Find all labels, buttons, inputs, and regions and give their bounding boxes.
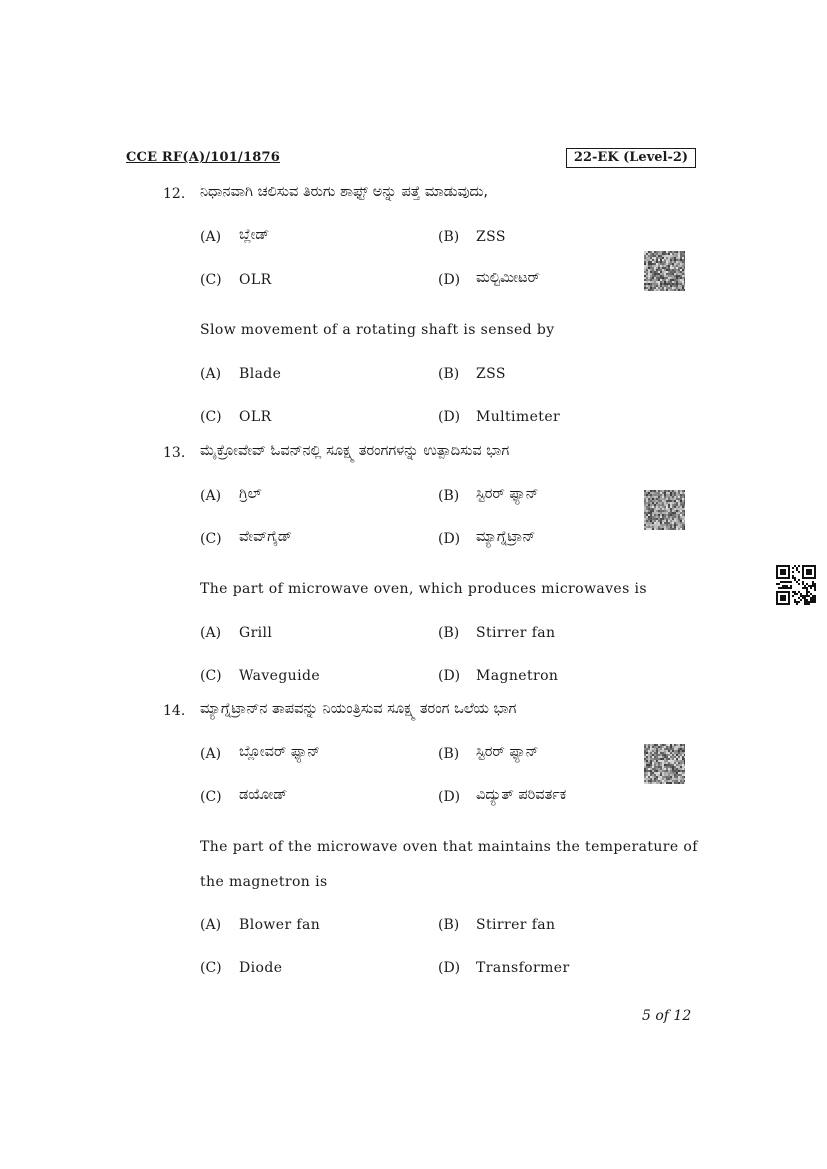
- question-number: 14.: [163, 703, 186, 719]
- option-text: ವಿದ್ಯುತ್ ಪರಿವರ್ತಕ: [476, 787, 567, 803]
- option-text: Multimeter: [476, 409, 561, 425]
- qr-noise-patch: [644, 251, 685, 291]
- option-label: (B): [438, 366, 460, 382]
- option-text: ಮ್ಯಾಗ್ನೆಟ್ರಾನ್: [476, 529, 536, 545]
- level-box: 22-EK (Level-2): [566, 148, 696, 168]
- option-label: (C): [200, 668, 222, 684]
- option-label: (B): [438, 625, 460, 641]
- option-label: (A): [200, 366, 222, 382]
- qr-noise-patch: [644, 490, 685, 530]
- question-number: 13.: [163, 445, 186, 461]
- option-text: ಗ್ರಿಲ್: [239, 486, 262, 502]
- option-text: ZSS: [476, 366, 506, 382]
- question-text-english: The part of microwave oven, which produces microwaves is: [200, 581, 648, 597]
- question-text-english: Slow movement of a rotating shaft is sensed by: [200, 322, 555, 338]
- option-label: (D): [438, 531, 461, 547]
- option-text: ಡಯೋಡ್: [239, 787, 288, 803]
- question-text-english-cont: the magnetron is: [200, 874, 328, 890]
- option-text: Blade: [239, 366, 282, 382]
- option-label: (D): [438, 960, 461, 976]
- option-text: ZSS: [476, 229, 506, 245]
- option-label: (B): [438, 229, 460, 245]
- option-label: (B): [438, 917, 460, 933]
- option-text: ಸ್ಟಿರರ್ ಫ್ಯಾನ್: [476, 744, 539, 760]
- option-text: Diode: [239, 960, 283, 976]
- option-text: ವೇವ್‌ಗೈಡ್: [239, 529, 292, 545]
- option-label: (C): [200, 272, 222, 288]
- option-label: (C): [200, 409, 222, 425]
- qr-noise-patch: [644, 744, 685, 784]
- option-text: OLR: [239, 409, 272, 425]
- option-text: Waveguide: [239, 668, 321, 684]
- option-label: (C): [200, 960, 222, 976]
- qr-code-icon: [776, 565, 816, 605]
- option-text: ಮಲ್ಟಿಮೀಟರ್: [476, 270, 540, 286]
- option-label: (C): [200, 531, 222, 547]
- question-text-kannada: ಮೈಕ್ರೋವೇವ್ ಓವನ್‌ನಲ್ಲಿ ಸೂಕ್ಷ್ಮ ತರಂಗಗಳನ್ನು ಉತ್ಪಾದಿಸುವ ಭಾಗ: [200, 443, 510, 459]
- option-text: ಬ್ಲೇಡ್: [239, 227, 270, 243]
- question-text-kannada: ಮ್ಯಾಗ್ನೆಟ್ರಾನ್‌ನ ತಾಪವನ್ನು ನಿಯಂತ್ರಿಸುವ ಸೂಕ್ಷ್ಮ ತರಂಗ ಒಲೆಯ ಭಾಗ: [200, 701, 517, 717]
- option-text: Grill: [239, 625, 273, 641]
- option-text: OLR: [239, 272, 272, 288]
- option-label: (A): [200, 229, 222, 245]
- option-label: (A): [200, 917, 222, 933]
- option-label: (D): [438, 409, 461, 425]
- option-label: (D): [438, 668, 461, 684]
- option-text: Blower fan: [239, 917, 321, 933]
- option-label: (D): [438, 789, 461, 805]
- option-label: (A): [200, 488, 222, 504]
- option-text: Stirrer fan: [476, 625, 556, 641]
- page-number: 5 of 12: [642, 1008, 692, 1024]
- option-label: (B): [438, 746, 460, 762]
- option-label: (A): [200, 625, 222, 641]
- option-text: Stirrer fan: [476, 917, 556, 933]
- question-number: 12.: [163, 186, 186, 202]
- option-text: ಸ್ಟಿರರ್ ಫ್ಯಾನ್: [476, 486, 539, 502]
- paper-code: CCE RF(A)/101/1876: [126, 150, 280, 165]
- option-text: Magnetron: [476, 668, 559, 684]
- question-text-english: The part of the microwave oven that maintains the temperature of: [200, 839, 698, 855]
- option-text: ಬ್ಲೋವರ್ ಫ್ಯಾನ್: [239, 744, 321, 760]
- option-label: (B): [438, 488, 460, 504]
- option-label: (D): [438, 272, 461, 288]
- option-label: (A): [200, 746, 222, 762]
- option-label: (C): [200, 789, 222, 805]
- option-text: Transformer: [476, 960, 570, 976]
- question-text-kannada: ನಿಧಾನವಾಗಿ ಚಲಿಸುವ ತಿರುಗು ಶಾಫ್ಟ್ ಅನ್ನು ಪತ್ತೆ ಮಾಡುವುದು,: [200, 184, 489, 200]
